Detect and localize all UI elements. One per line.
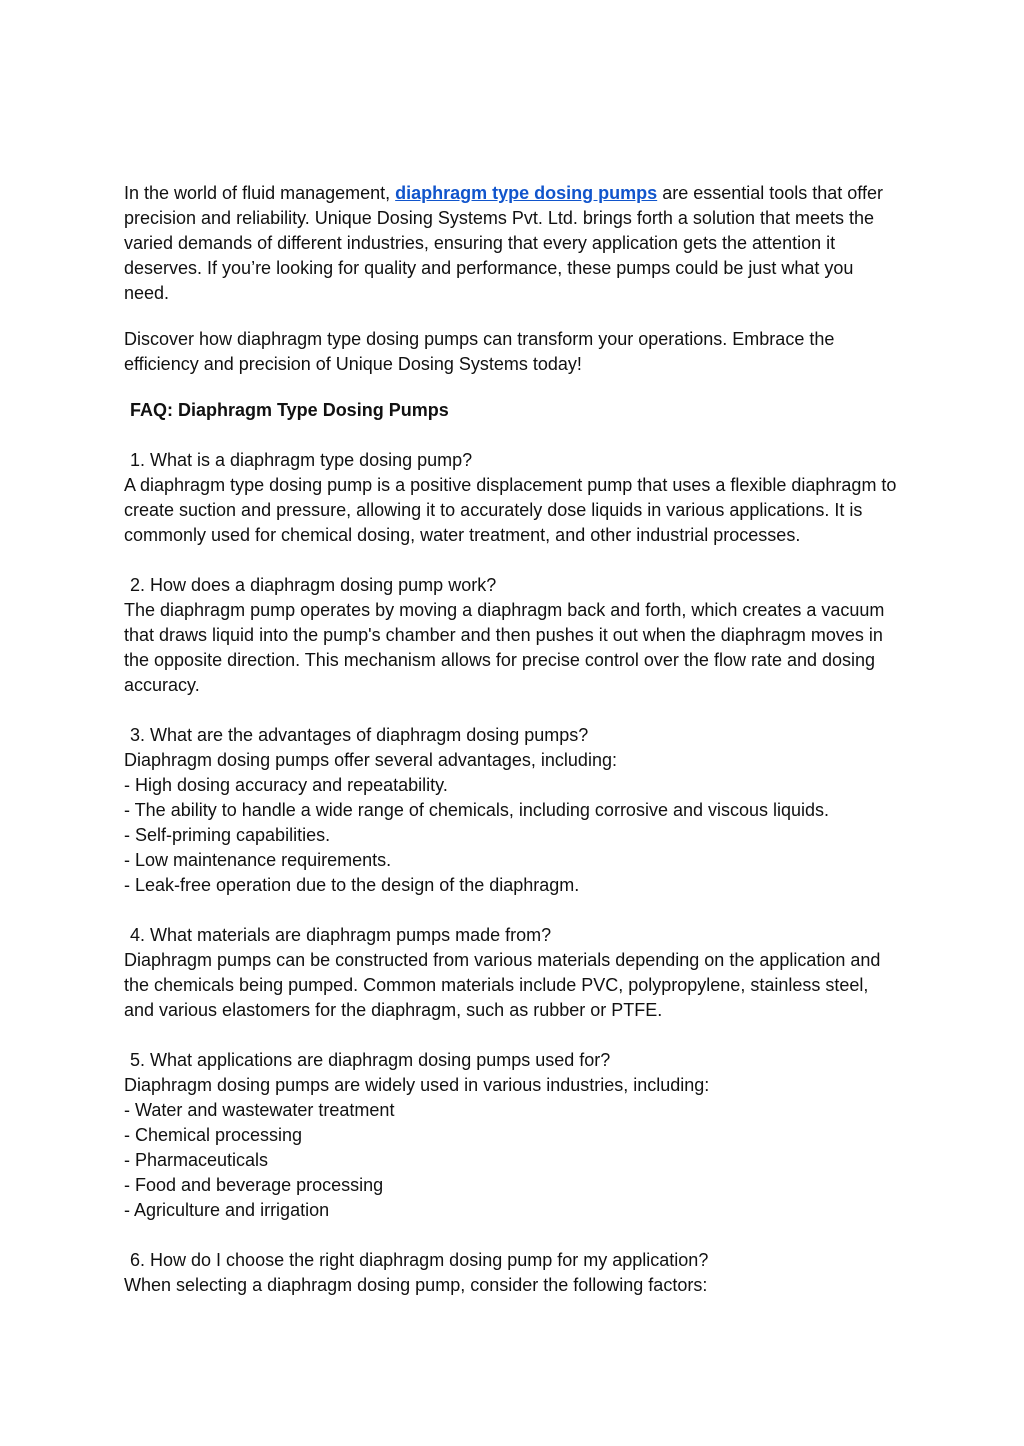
faq-answer: Diaphragm dosing pumps offer several advantages, including: [124, 750, 617, 770]
faq-item-4 [124, 923, 899, 1023]
list-item: - Food and beverage processing [124, 1175, 384, 1195]
faq-answer: When selecting a diaphragm dosing pump, consider the following factors: [124, 1275, 708, 1295]
list-item: - Leak-free operation due to the design of the diaphragm. [124, 875, 580, 895]
list-item: - Chemical processing [124, 1125, 303, 1145]
list-item: - Self-priming capabilities. [124, 825, 331, 845]
list-item: - Agriculture and irrigation [124, 1200, 330, 1220]
faq-question: 3. What are the advantages of diaphragm dosing pumps? [130, 725, 589, 745]
diaphragm-pumps-link[interactable]: diaphragm type dosing pumps [395, 183, 658, 203]
list-item: - Water and wastewater treatment [124, 1100, 395, 1120]
document-page [124, 181, 899, 1323]
faq-question: 6. How do I choose the right diaphragm dosing pump for my application? [130, 1250, 709, 1270]
faq-item-2 [124, 573, 899, 698]
faq-answer: The diaphragm pump operates by moving a diaphragm back and forth, which creates a vacuum that draws liquid into the pump's chamber and then pushes it out when the diaphragm moves in the opposite direction. This mechanism allows for precise control over the flow rate and dosing accuracy. [124, 600, 885, 695]
faq-item-5 [124, 1048, 899, 1223]
list-item: - High dosing accuracy and repeatability. [124, 775, 448, 795]
faq-question: 5. What applications are diaphragm dosing pumps used for? [130, 1050, 611, 1070]
faq-question: 2. How does a diaphragm dosing pump work? [130, 575, 497, 595]
faq-item-6 [124, 1248, 899, 1298]
intro-text-before-link: In the world of fluid management, [124, 183, 396, 203]
faq-question: 4. What materials are diaphragm pumps made from? [130, 925, 552, 945]
intro-paragraph [124, 181, 899, 306]
list-item: - Low maintenance requirements. [124, 850, 392, 870]
faq-answer: Diaphragm pumps can be constructed from various materials depending on the application and the chemicals being pumped. Common materials include PVC, polypropylene, stainless steel, and various elastomers for the diaphragm, such as rubber or PTFE. [124, 950, 881, 1020]
faq-heading: FAQ: Diaphragm Type Dosing Pumps [130, 400, 449, 420]
list-item: - The ability to handle a wide range of chemicals, including corrosive and viscous liquids. [124, 800, 830, 820]
cta-paragraph: Discover how diaphragm type dosing pumps can transform your operations. Embrace the efficiency and precision of Unique Dosing Systems today! [124, 329, 835, 374]
faq-item-3 [124, 723, 899, 898]
faq-answer: Diaphragm dosing pumps are widely used in various industries, including: [124, 1075, 710, 1095]
faq-item-1 [124, 448, 899, 548]
faq-question: 1. What is a diaphragm type dosing pump? [130, 450, 473, 470]
intro-text-after-link: are essential tools that offer precision and reliability. Unique Dosing Systems Pvt. Ltd. brings forth a solution that meets the varied demands of different industries, ensuring that every application gets the attention it deserves. If you’re looking for quality and performance, these pumps could be just what you need. [124, 183, 883, 303]
faq-answer: A diaphragm type dosing pump is a positive displacement pump that uses a flexible diaphragm to create suction and pressure, allowing it to accurately dose liquids in various applications. It is commonly used for chemical dosing, water treatment, and other industrial processes. [124, 475, 897, 545]
list-item: - Pharmaceuticals [124, 1150, 269, 1170]
